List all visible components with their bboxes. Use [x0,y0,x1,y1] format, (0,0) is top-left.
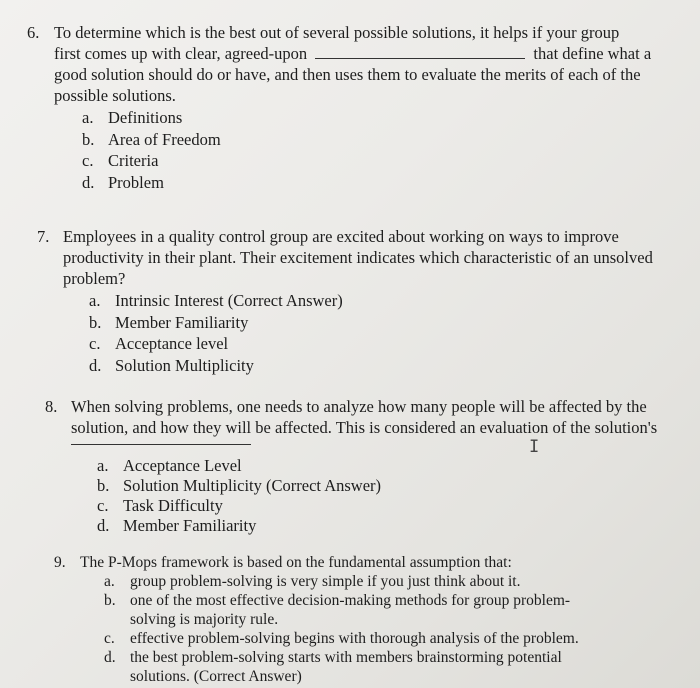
question-number: 9. [54,554,66,571]
option-letter: a. [89,291,101,310]
option-letter: c. [82,151,94,170]
question-text-line-with-blank [54,43,687,64]
option-letter: b. [97,476,110,495]
option-a [104,572,684,591]
question-number: 8. [45,397,58,416]
option-c [97,496,685,516]
question-number: 6. [27,23,40,42]
option-letter: b. [82,129,95,149]
options-list [89,290,687,376]
option-c [104,629,684,648]
option-text: Acceptance level [115,334,229,353]
option-letter: d. [104,649,116,666]
option-d [89,355,687,377]
option-text: Member Familiarity [115,312,249,332]
option-c [82,150,687,172]
option-text: Criteria [108,151,159,170]
question-9 [54,552,684,686]
option-letter: b. [104,592,116,609]
option-text: Problem [108,172,164,192]
question-text-line: When solving problems, one needs to analyze how many people will be affected by the [71,397,647,416]
option-letter: a. [82,108,94,127]
option-letter: a. [97,456,109,475]
question-text-line: To determine which is the best out of several possible solutions, it helps if your group [54,23,620,42]
option-d [104,648,684,667]
question-6 [27,22,687,193]
question-number: 7. [37,227,50,246]
option-text: Solution Multiplicity (Correct Answer) [123,476,382,495]
question-text-segment: that define what a [533,44,652,63]
question-text-line: good solution should do or have, and then uses them to evaluate the merits of each of the [54,65,641,84]
options-list [82,107,687,193]
question-text-line: Employees in a quality control group are excited about working on ways to improve [63,227,619,246]
answer-blank-row [71,438,685,460]
option-d [82,172,687,194]
option-letter: d. [89,355,102,375]
option-a [82,107,687,129]
option-text: Intrinsic Interest (Correct Answer) [115,291,343,310]
option-letter: c. [97,496,109,515]
option-b [89,312,687,334]
option-d [97,516,685,536]
question-8 [45,396,685,536]
option-text: group problem-solving is very simple if you just think about it. [130,573,521,590]
option-text: Acceptance Level [123,456,242,475]
option-text-continuation: solving is majority rule. [130,611,279,628]
question-text-line: possible solutions. [54,86,176,105]
option-text: Task Difficulty [123,496,223,515]
answer-blank [315,58,525,59]
option-a [89,290,687,312]
option-text: Member Familiarity [123,516,257,535]
option-c [89,333,687,355]
option-text: the best problem-solving starts with members brainstorming potential [130,649,562,666]
options-list [97,456,685,536]
option-text: Definitions [108,108,183,127]
option-text: Solution Multiplicity [115,355,254,375]
question-text-line: productivity in their plant. Their excitement indicates which characteristic of an unsolved [63,248,653,267]
option-b [82,129,687,151]
option-text: Area of Freedom [108,129,221,149]
option-text-continuation: solutions. (Correct Answer) [130,668,302,685]
option-text: one of the most effective decision-making methods for group problem- [130,592,571,609]
question-text-segment: first comes up with clear, agreed-upon [54,44,308,63]
option-d-continuation [104,667,684,686]
options-list [104,572,684,686]
option-letter: b. [89,312,102,332]
option-b [104,591,684,610]
text-cursor-icon: I [529,437,540,457]
option-letter: d. [82,172,95,192]
option-text: effective problem-solving begins with thorough analysis of the problem. [130,630,579,647]
option-letter: a. [104,573,115,590]
option-letter: d. [97,516,110,535]
option-letter: c. [89,334,101,353]
option-b [97,476,685,496]
question-text-line: solution, and how they will be affected. This is considered an evaluation of the solution's [71,418,658,437]
question-text-line: The P-Mops framework is based on the fundamental assumption that: [80,554,512,571]
option-b-continuation [104,610,684,629]
answer-blank [71,444,251,445]
question-text-line: problem? [63,269,126,288]
question-7 [37,226,687,376]
option-letter: c. [104,630,115,647]
